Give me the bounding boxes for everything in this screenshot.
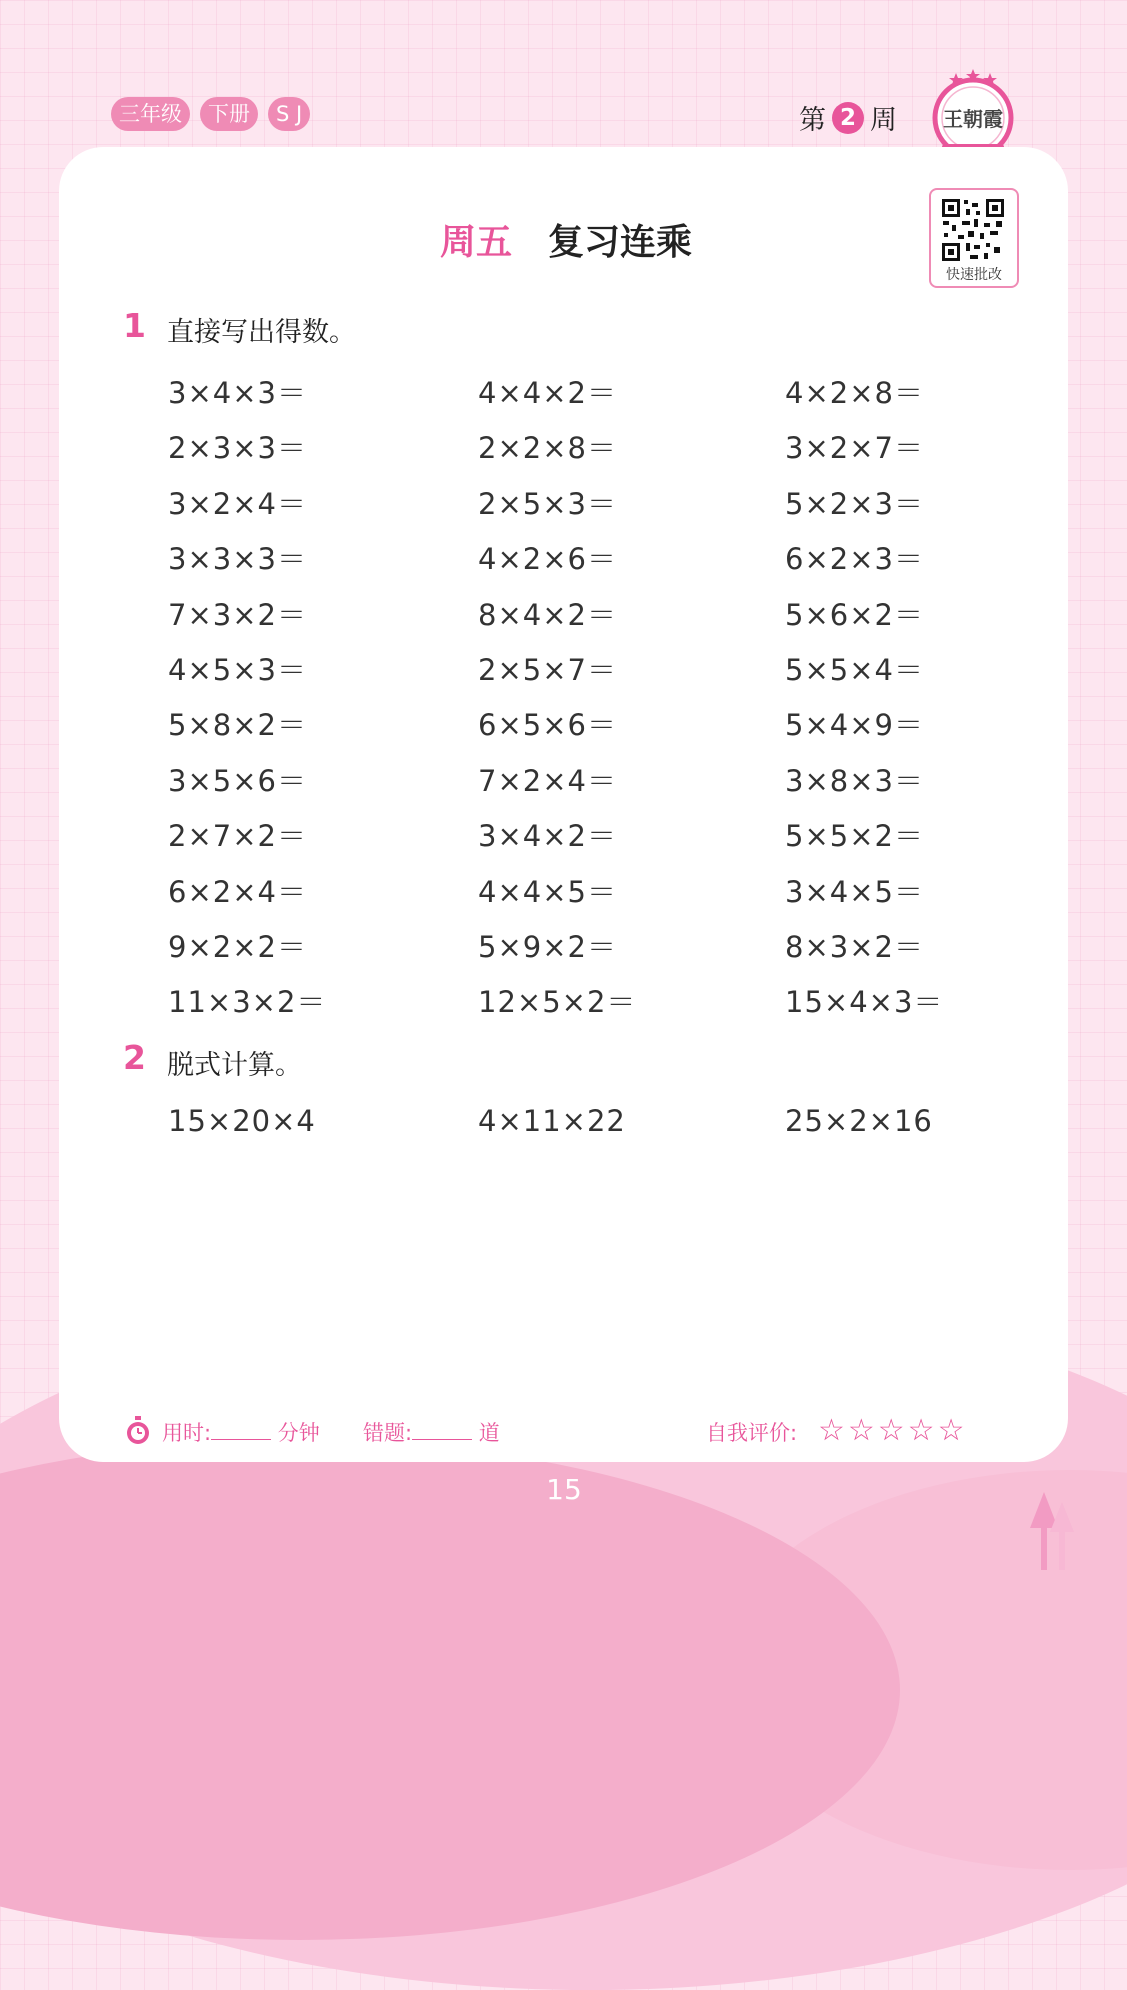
math-problem: 4×2×8＝: [785, 376, 924, 410]
question-instruction: 脱式计算。: [167, 1050, 302, 1081]
math-problem: 2×5×7＝: [478, 653, 617, 687]
week-number: 2: [832, 102, 864, 134]
grade-tag: 三年级: [111, 97, 190, 131]
math-problem: 5×2×3＝: [785, 487, 924, 521]
math-problem: 2×3×3＝: [168, 431, 307, 465]
title-day: 周五: [440, 222, 513, 263]
calculation-problem: 15×20×4: [168, 1104, 316, 1138]
math-problem: 5×4×9＝: [785, 708, 924, 742]
question-number: 1: [123, 306, 146, 345]
math-problem: 6×2×3＝: [785, 542, 924, 576]
errors-unit: 道: [478, 1421, 500, 1445]
math-problem: 2×2×8＝: [478, 431, 617, 465]
math-problem: 15×4×3＝: [785, 985, 944, 1019]
math-problem: 12×5×2＝: [478, 985, 637, 1019]
math-problem: 5×6×2＝: [785, 598, 924, 632]
qr-caption: 快速批改: [946, 267, 1002, 283]
time-unit: 分钟: [277, 1421, 320, 1445]
week-prefix: 第: [799, 105, 826, 136]
math-problem: 7×3×2＝: [168, 598, 307, 632]
math-problem: 5×5×2＝: [785, 819, 924, 853]
math-problem: 3×2×4＝: [168, 487, 307, 521]
quick-grade-qr[interactable]: [929, 188, 1019, 288]
math-problem: 3×3×3＝: [168, 542, 307, 576]
math-problem: 9×2×2＝: [168, 930, 307, 964]
math-problem: 3×4×3＝: [168, 376, 307, 410]
errors-blank[interactable]: [412, 1421, 472, 1440]
edition-tag: S J: [268, 97, 310, 131]
time-blank[interactable]: [211, 1421, 271, 1440]
time-field: [162, 1417, 320, 1447]
week-indicator: [799, 98, 897, 137]
errors-label: 错题:: [363, 1421, 413, 1445]
stopwatch-icon: [124, 1416, 152, 1446]
math-problem: 5×9×2＝: [478, 930, 617, 964]
math-problem: 2×5×3＝: [478, 487, 617, 521]
rating-stars[interactable]: ☆☆☆☆☆: [818, 1413, 968, 1448]
arrow-decoration-icon: [1028, 1490, 1076, 1570]
logo-text: 王朝霞: [943, 107, 1003, 131]
math-problem: 11×3×2＝: [168, 985, 327, 1019]
math-problem: 4×4×5＝: [478, 875, 617, 909]
errors-field: [363, 1417, 500, 1447]
page-number: 15: [546, 1473, 582, 1506]
math-problem: 8×3×2＝: [785, 930, 924, 964]
math-problem: 3×4×2＝: [478, 819, 617, 853]
math-problem: 3×5×6＝: [168, 764, 307, 798]
volume-tag: 下册: [200, 97, 258, 131]
title-topic: 复习连乘: [548, 222, 693, 263]
question-number: 2: [123, 1038, 146, 1077]
calculation-problem: 4×11×22: [478, 1104, 626, 1138]
page-title: [440, 214, 692, 265]
math-problem: 6×2×4＝: [168, 875, 307, 909]
question-instruction: 直接写出得数。: [167, 317, 356, 348]
math-problem: 8×4×2＝: [478, 598, 617, 632]
math-problem: 3×2×7＝: [785, 431, 924, 465]
self-eval-label: 自我评价:: [706, 1421, 798, 1445]
math-problem: 6×5×6＝: [478, 708, 617, 742]
math-problem: 5×5×4＝: [785, 653, 924, 687]
time-label: 用时:: [162, 1421, 212, 1445]
math-problem: 4×5×3＝: [168, 653, 307, 687]
qr-code-icon: [940, 197, 1006, 263]
math-problem: 3×4×5＝: [785, 875, 924, 909]
calculation-problem: 25×2×16: [785, 1104, 933, 1138]
math-problem: 7×2×4＝: [478, 764, 617, 798]
math-problem: 2×7×2＝: [168, 819, 307, 853]
math-problem: 4×4×2＝: [478, 376, 617, 410]
math-problem: 5×8×2＝: [168, 708, 307, 742]
week-suffix: 周: [870, 105, 897, 136]
math-problem: 4×2×6＝: [478, 542, 617, 576]
math-problem: 3×8×3＝: [785, 764, 924, 798]
grade-tags: [111, 97, 310, 131]
